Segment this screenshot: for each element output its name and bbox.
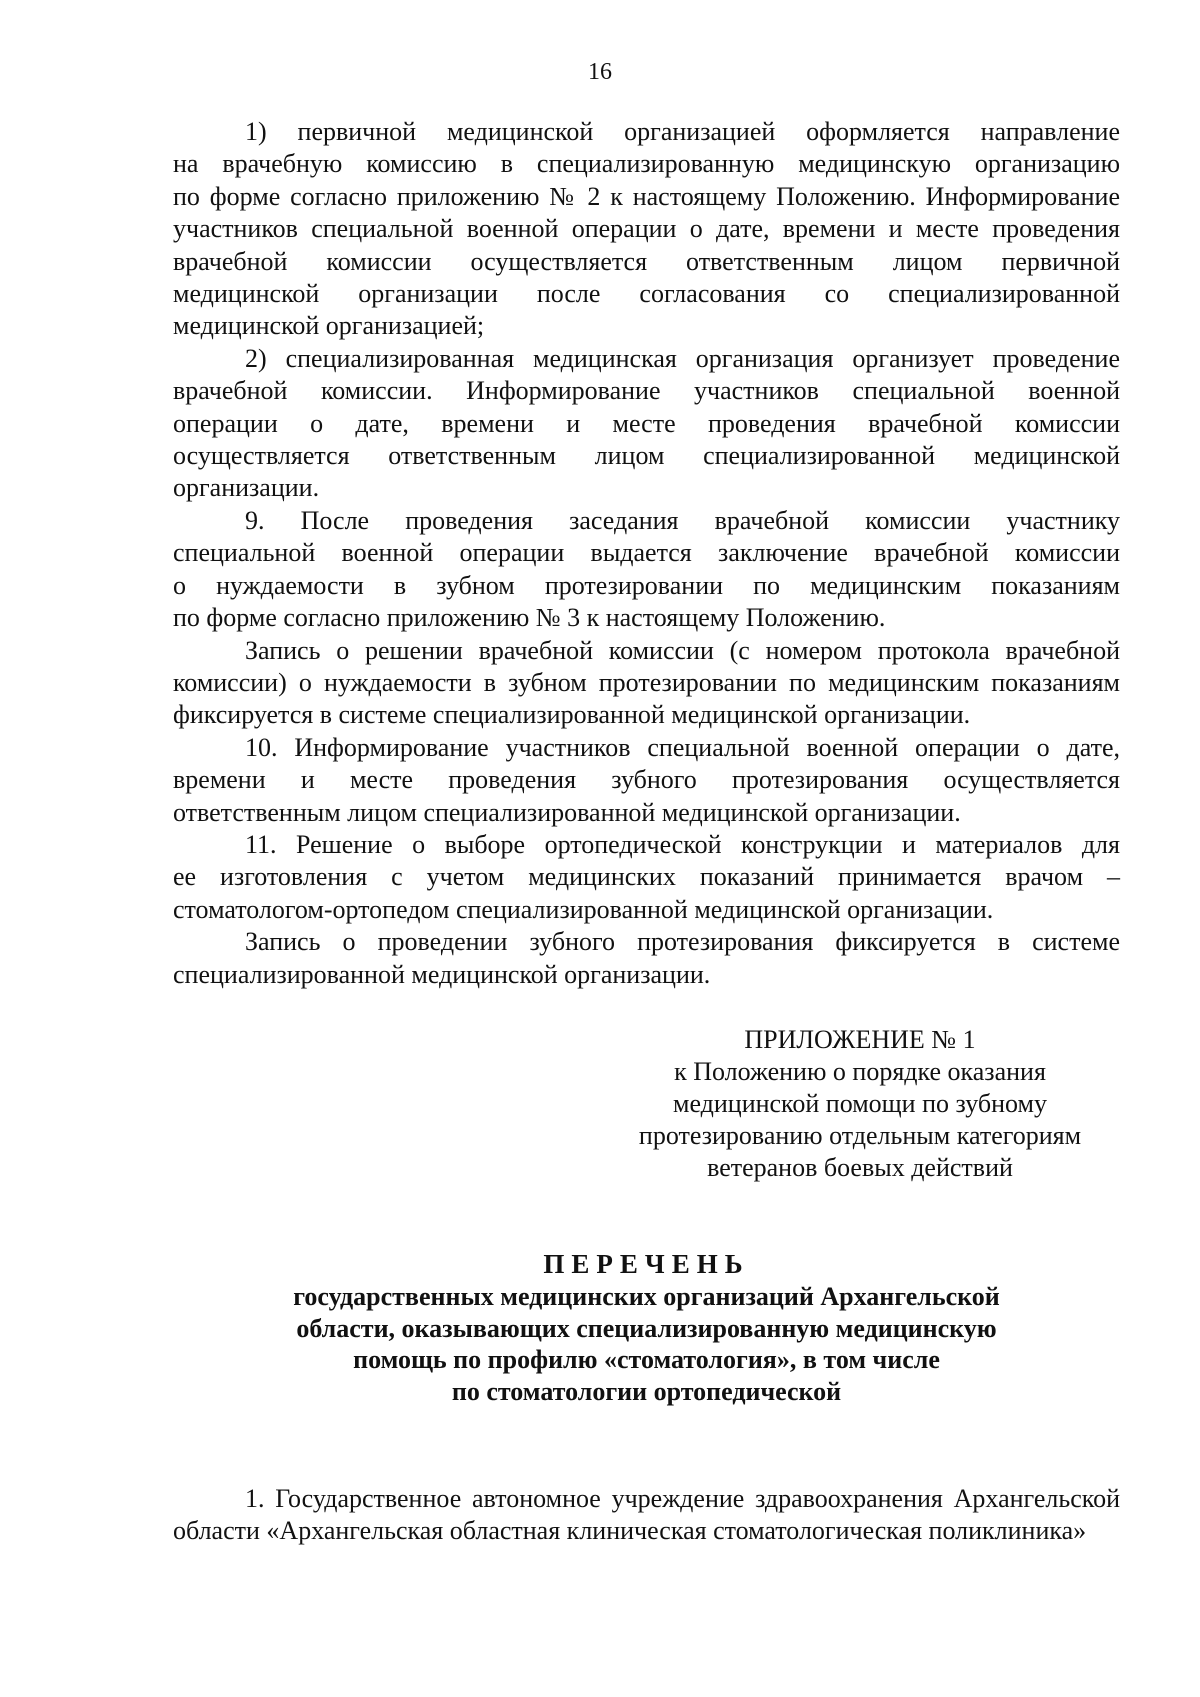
text-line: области «Архангельская областная клиническая стоматологическая поликлиника» [173, 1516, 1087, 1546]
text-line: времени и месте проведения зубного протезирования осуществляется [173, 765, 1120, 795]
list-item [173, 1483, 1120, 1548]
paragraph-record-decision [173, 635, 1120, 732]
text-line: 11. Решение о выборе ортопедической конструкции и материалов для [245, 829, 1120, 859]
text-line: 1. Государственное автономное учреждение здравоохранения Архангельской [245, 1484, 1120, 1513]
paragraph-item-2 [173, 343, 1120, 505]
appendix-line: медицинской помощи по зубному [672, 1089, 1047, 1118]
text-line: операции о дате, времени и месте проведения врачебной комиссии [173, 408, 1120, 438]
organization-list [173, 1483, 1120, 1548]
document-body [173, 116, 1120, 991]
appendix-line: ветеранов боевых действий [707, 1153, 1013, 1182]
paragraph-record-prosthetics [173, 926, 1120, 991]
text-line: 9. После проведения заседания врачебной комиссии участнику [245, 505, 1120, 535]
heading-line: помощь по профилю «стоматология», в том числе [353, 1345, 940, 1374]
text-line: организации. [173, 473, 320, 503]
heading-title: ПЕРЕЧЕНЬ [543, 1249, 750, 1279]
paragraph-item-1 [173, 116, 1120, 343]
appendix-title: ПРИЛОЖЕНИЕ № 1 [744, 1025, 976, 1054]
appendix-block [600, 1024, 1120, 1184]
text-line: медицинской организацией; [173, 311, 485, 341]
text-line: медицинской организации после согласования со специализированной [173, 279, 1120, 309]
appendix-line: протезированию отдельным категориям [638, 1121, 1082, 1150]
paragraph-point-9 [173, 505, 1120, 635]
text-line: специализированной медицинской организации. [173, 959, 711, 989]
text-line: на врачебную комиссию в специализированную медицинскую организацию [173, 149, 1120, 179]
text-line: по форме согласно приложению № 3 к настоящему Положению. [173, 603, 886, 633]
paragraph-point-10 [173, 732, 1120, 829]
text-line: участников специальной военной операции о дате, времени и месте проведения [173, 214, 1120, 244]
text-line: по форме согласно приложению № 2 к настоящему Положению. Информирование [173, 181, 1120, 211]
text-line: 10. Информирование участников специальной военной операции о дате, [245, 732, 1120, 762]
paragraph-point-11 [173, 829, 1120, 926]
text-line: врачебной комиссии. Информирование участников специальной военной [173, 376, 1120, 406]
text-line: ответственным лицом специализированной медицинской организации. [173, 797, 961, 827]
text-line: Запись о решении врачебной комиссии (с номером протокола врачебной [245, 635, 1120, 665]
appendix-line: к Положению о порядке оказания [674, 1057, 1046, 1086]
heading-line: области, оказывающих специализированную медицинскую [296, 1313, 997, 1343]
text-line: 2) специализированная медицинская организация организует проведение [245, 343, 1120, 373]
text-line: 1) первичной медицинской организацией оформляется направление [245, 117, 1120, 146]
text-line: ее изготовления с учетом медицинских показаний принимается врачом – [173, 862, 1120, 892]
text-line: о нуждаемости в зубном протезировании по медицинским показаниям [173, 570, 1120, 600]
text-line: осуществляется ответственным лицом специализированной медицинской [173, 441, 1120, 471]
text-line: стоматологом-ортопедом специализированной медицинской организации. [173, 894, 994, 924]
text-line: врачебной комиссии осуществляется ответственным лицом первичной [173, 246, 1120, 276]
heading-line: по стоматологии ортопедической [451, 1376, 842, 1406]
list-heading [173, 1247, 1120, 1407]
text-line: комиссии) о нуждаемости в зубном протезировании по медицинским показаниям [173, 667, 1120, 697]
text-line: специальной военной операции выдается заключение врачебной комиссии [173, 538, 1120, 568]
text-line: фиксируется в системе специализированной медицинской организации. [173, 700, 971, 730]
heading-line: государственных медицинских организаций Архангельской [293, 1282, 1000, 1311]
text-line: Запись о проведении зубного протезирования фиксируется в системе [245, 927, 1120, 957]
page-number: 16 [588, 59, 612, 85]
